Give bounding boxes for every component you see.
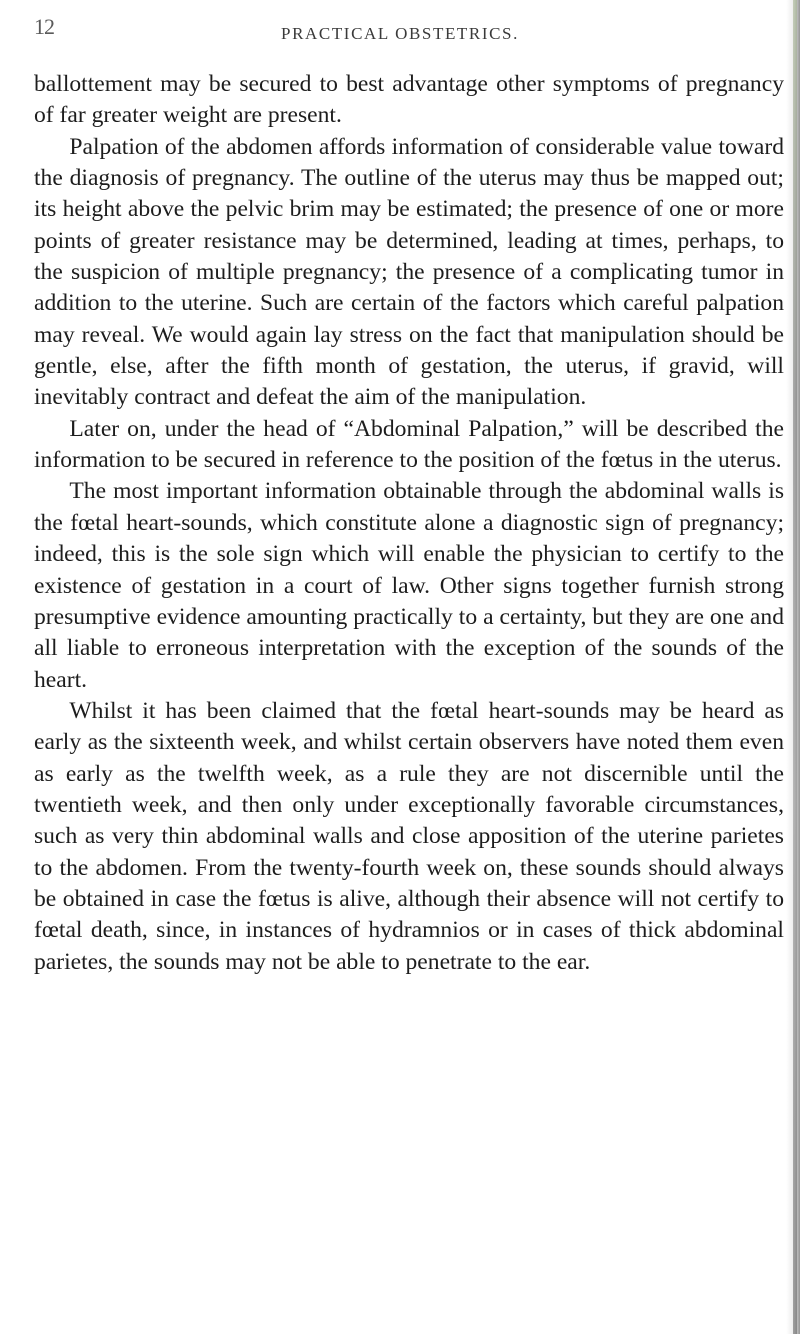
paragraph-abdominal-palpation-reference: Later on, under the head of “Abdominal Palpation,” will be described the information to be secured in reference to the position of the fœtus in the uterus. — [34, 415, 784, 474]
page-edge-binding — [793, 0, 797, 1334]
paragraph-heart-sounds-timing: Whilst it has been claimed that the fœtal heart-sounds may be heard as early as the sixteenth week, and whilst certain observers have noted them even as early as the twelfth week, as a rule they are not discernible until the twentieth week, and then only under exceptionally favorable circumstances, such as very thin abdominal walls and close apposition of the uterine parietes to the abdomen. From the twenty-fourth week on, these sounds should always be obtained in case the fœtus is alive, although their absence will not certify to fœtal death, since, in instances of hydramnios or in cases of thick abdominal parietes, the sounds may not be able to penetrate to the ear. — [34, 697, 784, 975]
page-number: 12 — [34, 14, 54, 39]
body-text — [34, 69, 784, 978]
paragraph-ballottement: ballottement may be secured to best advantage other symptoms of pregnancy of far greater weight are present. — [34, 71, 784, 129]
paragraph-heart-sounds: The most important information obtainable through the abdominal walls is the fœtal heart-sounds, which constitute alone a diagnostic sign of pregnancy; indeed, this is the sole sign which will enable the physician to certify to the existence of gestation in a court of law. Other signs together furnish strong presumptive evidence amounting practically to a certainty, but they are one and all liable to erroneous interpretation with the exception of the sounds of the heart. — [34, 478, 784, 693]
paragraph-palpation: Palpation of the abdomen affords information of considerable value toward the diagnosis of pregnancy. The outline of the uterus may thus be mapped out; its height above the pelvic brim may be estimated; the presence of one or more points of greater resistance may be determined, leading at times, perhaps, to the suspicion of multiple pregnancy; the presence of a complicating tumor in addition to the uterine. Such are certain of the factors which careful palpation may reveal. We would again lay stress on the fact that manipulation should be gentle, else, after the fifth month of gestation, the uterus, if gravid, will inevitably contract and defeat the aim of the manipulation. — [34, 133, 784, 411]
running-head: PRACTICAL OBSTETRICS. — [281, 24, 519, 43]
